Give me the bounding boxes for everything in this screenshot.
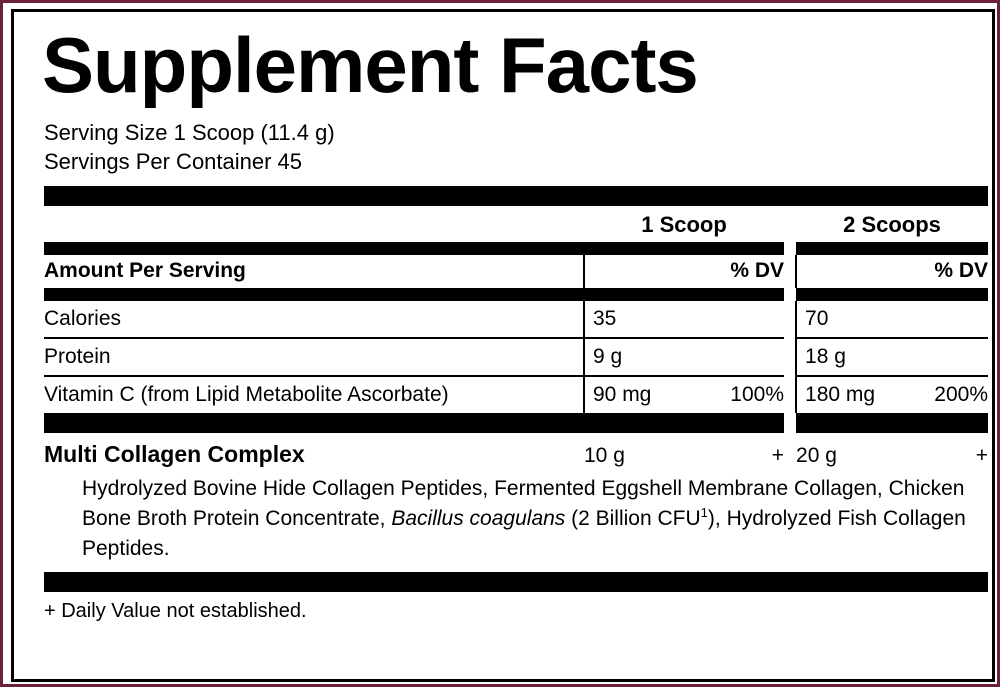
- footnote-daily-value: + Daily Value not established.: [44, 599, 307, 622]
- scoop2-header: 2 Scoops: [843, 212, 941, 238]
- nutrient-amount-scoop2: 180 mg: [796, 377, 908, 413]
- table-row-complex: [44, 433, 988, 470]
- table-row: [44, 339, 988, 376]
- dv1-spacer: [584, 255, 702, 288]
- nutrient-dv-scoop2: [908, 339, 988, 376]
- nutrient-name: Vitamin C (from Lipid Metabolite Ascorbate): [44, 383, 449, 407]
- segment2-scoop1-col: [584, 288, 784, 301]
- serving-info: [44, 118, 970, 176]
- ingredients-italic-organism: Bacillus coagulans: [391, 506, 566, 530]
- nutrient-amount-scoop1: 9 g: [584, 339, 702, 376]
- segmented-rule-row-3: [44, 413, 988, 433]
- ingredients-part-1: Hydrolyzed Bovine Hide Collagen Peptides, Fermented Eggshell Membrane Collagen, Chicken Bone Broth Protein Concentrate,: [82, 477, 965, 530]
- segmented-rule-row-1: [44, 242, 988, 255]
- segment3-scoop2-col: [796, 413, 988, 433]
- complex-dv-scoop2: +: [975, 444, 989, 468]
- ingredient-list: [82, 474, 972, 563]
- segment3-gap-col: [784, 413, 796, 433]
- segment-gap-col: [784, 242, 796, 255]
- page-title: Supplement Facts: [42, 21, 698, 109]
- header-gap: [784, 255, 796, 288]
- dv2-spacer: [796, 255, 908, 288]
- nutrient-dv-scoop1: [702, 339, 784, 376]
- segment-scoop2-col: [796, 242, 988, 255]
- segmented-rule-row-2: [44, 288, 988, 301]
- scoop-header-spacer: [44, 206, 584, 242]
- segment3-name-col: [44, 413, 584, 433]
- heavy-rule-top: [44, 186, 988, 206]
- amount-per-serving-label: Amount Per Serving: [44, 259, 246, 283]
- nutrient-amount-scoop2: 18 g: [796, 339, 908, 376]
- servings-per-container-text: Servings Per Container 45: [44, 149, 303, 175]
- segment-scoop1-col: [584, 242, 784, 255]
- nutrient-dv-scoop1: [702, 301, 784, 338]
- heavy-rule-bottom: [44, 572, 988, 592]
- dv1-header: % DV: [730, 259, 785, 283]
- row-gap: [784, 339, 796, 376]
- nutrient-amount-scoop1: 35: [584, 301, 702, 338]
- complex-amount-scoop1: 10 g: [584, 444, 625, 468]
- complex-amount-scoop2: 20 g: [796, 444, 837, 468]
- ingredients-part-3: ), Hydrolyzed Fish Collagen Peptides.: [82, 506, 966, 560]
- segment2-gap-col: [784, 288, 796, 301]
- scoop-header-gap: [784, 206, 796, 242]
- nutrition-table: [44, 206, 988, 470]
- nutrient-name: Calories: [44, 307, 122, 331]
- nutrient-amount-scoop1: 90 mg: [584, 377, 702, 413]
- complex-name: Multi Collagen Complex: [44, 441, 305, 468]
- serving-size-text: Serving Size 1 Scoop (11.4 g): [44, 120, 335, 145]
- nutrient-dv-scoop2: [908, 301, 988, 338]
- table-row: [44, 301, 988, 338]
- complex-dv-scoop1: +: [771, 444, 785, 468]
- ingredients-superscript: 1: [700, 504, 708, 520]
- segment-name-col: [44, 242, 584, 255]
- nutrient-name: Protein: [44, 345, 111, 369]
- complex-row-gap: [784, 433, 796, 470]
- nutrient-dv-scoop2: 200%: [934, 383, 989, 407]
- ingredients-part-2: (2 Billion CFU: [565, 506, 701, 530]
- segment2-scoop2-col: [796, 288, 988, 301]
- amount-per-serving-row: [44, 255, 988, 288]
- row-gap: [784, 377, 796, 413]
- dv2-header: % DV: [934, 259, 989, 283]
- table-row: [44, 377, 988, 413]
- supplement-facts-panel: [11, 9, 995, 682]
- nutrient-amount-scoop2: 70: [796, 301, 908, 338]
- nutrient-dv-scoop1: 100%: [730, 383, 785, 407]
- scoop-header-row: [44, 206, 988, 242]
- segment3-scoop1-col: [584, 413, 784, 433]
- row-gap: [784, 301, 796, 338]
- scoop1-header: 1 Scoop: [641, 212, 727, 238]
- segment2-name-col: [44, 288, 584, 301]
